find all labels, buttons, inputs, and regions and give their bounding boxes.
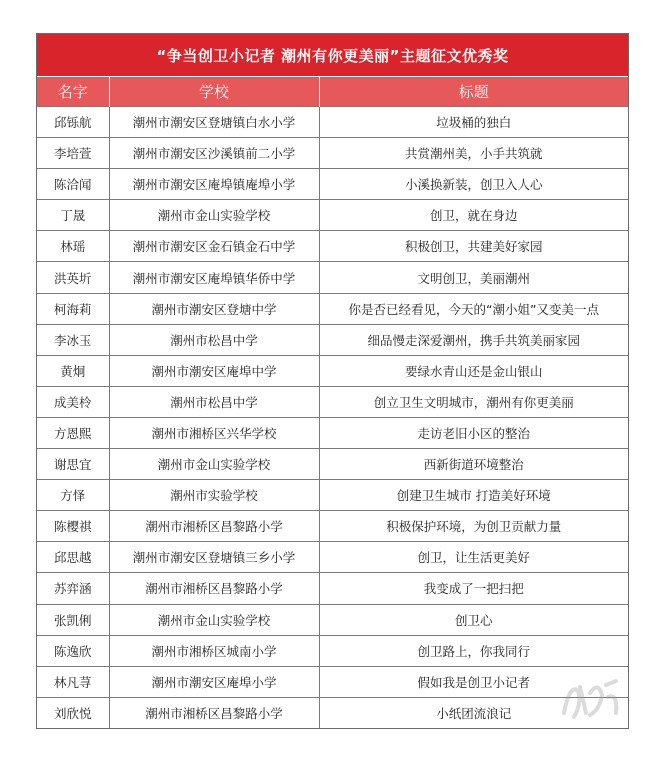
cell-name: 苏弈涵 xyxy=(37,573,109,604)
table-header xyxy=(37,77,628,107)
cell-title: 西新街道环境整治 xyxy=(319,449,628,480)
cell-name: 李培萱 xyxy=(37,138,109,169)
cell-school: 潮州市金山实验学校 xyxy=(109,604,319,635)
table-row xyxy=(37,138,628,169)
cell-title: 积极创卫，共建美好家园 xyxy=(319,231,628,262)
cell-name: 谢思宜 xyxy=(37,449,109,480)
cell-name: 方恩熙 xyxy=(37,417,109,448)
cell-school: 潮州市松昌中学 xyxy=(109,386,319,417)
cell-title: 文明创卫，美丽潮州 xyxy=(319,262,628,293)
cell-title: 创立卫生文明城市，潮州有你更美丽 xyxy=(319,386,628,417)
table-row xyxy=(37,480,628,511)
cell-name: 林瑶 xyxy=(37,231,109,262)
cell-title: 垃圾桶的独白 xyxy=(319,107,628,138)
cell-title: 细品慢走深爱潮州，携手共筑美丽家园 xyxy=(319,324,628,355)
column-header-title: 标题 xyxy=(319,77,628,107)
cell-title: 你是否已经看见，今天的“潮小姐”又变美一点 xyxy=(319,293,628,324)
table-row xyxy=(37,169,628,200)
cell-title: 创卫，让生活更美好 xyxy=(319,542,628,573)
table-row xyxy=(37,573,628,604)
cell-title: 共赏潮州美，小手共筑就 xyxy=(319,138,628,169)
cell-school: 潮州市潮安区沙溪镇前二小学 xyxy=(109,138,319,169)
cell-title: 创卫，就在身边 xyxy=(319,200,628,231)
cell-school: 潮州市湘桥区城南小学 xyxy=(109,635,319,666)
cell-school: 潮州市潮安区登塘镇白水小学 xyxy=(109,107,319,138)
cell-school: 潮州市湘桥区昌黎路小学 xyxy=(109,511,319,542)
cell-name: 林凡荨 xyxy=(37,666,109,697)
cell-school: 潮州市金山实验学校 xyxy=(109,200,319,231)
table-row xyxy=(37,604,628,635)
cell-school: 潮州市湘桥区兴华学校 xyxy=(109,417,319,448)
table-row xyxy=(37,200,628,231)
cell-school: 潮州市金山实验学校 xyxy=(109,449,319,480)
cell-name: 陈樱祺 xyxy=(37,511,109,542)
table-row xyxy=(37,386,628,417)
cell-school: 潮州市潮安区庵埠镇华侨中学 xyxy=(109,262,319,293)
cell-school: 潮州市潮安区金石镇金石中学 xyxy=(109,231,319,262)
column-header-name: 名字 xyxy=(37,77,109,107)
cell-name: 刘欣悦 xyxy=(37,697,109,728)
cell-name: 柯海莉 xyxy=(37,293,109,324)
cell-school: 潮州市松昌中学 xyxy=(109,324,319,355)
newspaper-watermark-logo xyxy=(556,673,626,725)
cell-title: 走访老旧小区的整治 xyxy=(319,417,628,448)
column-header-school: 学校 xyxy=(109,77,319,107)
cell-school: 潮州市潮安区庵埠小学 xyxy=(109,666,319,697)
cell-title: 假如我是创卫小记者 xyxy=(319,666,628,697)
table-row xyxy=(37,449,628,480)
cell-name: 丁晟 xyxy=(37,200,109,231)
cell-name: 成美柃 xyxy=(37,386,109,417)
cell-name: 陈逸欣 xyxy=(37,635,109,666)
table-row xyxy=(37,231,628,262)
cell-school: 潮州市湘桥区昌黎路小学 xyxy=(109,573,319,604)
table-row xyxy=(37,417,628,448)
cell-title: 小溪换新装，创卫入人心 xyxy=(319,169,628,200)
table-row xyxy=(37,355,628,386)
table-row xyxy=(37,107,628,138)
cell-school: 潮州市实验学校 xyxy=(109,480,319,511)
table-row xyxy=(37,666,628,697)
table-row xyxy=(37,697,628,728)
cell-title: 小纸团流浪记 xyxy=(319,697,628,728)
cell-title: 我变成了一把扫把 xyxy=(319,573,628,604)
table-body xyxy=(37,107,628,728)
cell-name: 黄炯 xyxy=(37,355,109,386)
cell-name: 邱思越 xyxy=(37,542,109,573)
table-row xyxy=(37,262,628,293)
award-table-sheet xyxy=(36,33,629,729)
cell-school: 潮州市潮安区庵埠镇庵埠小学 xyxy=(109,169,319,200)
cell-school: 潮州市潮安区登塘镇三乡小学 xyxy=(109,542,319,573)
cell-title: 积极保护环境，为创卫贡献力量 xyxy=(319,511,628,542)
cell-name: 方怿 xyxy=(37,480,109,511)
cell-school: 潮州市潮安区登塘中学 xyxy=(109,293,319,324)
table-row xyxy=(37,293,628,324)
cell-name: 陈洽闻 xyxy=(37,169,109,200)
cell-title: 创卫路上，你我同行 xyxy=(319,635,628,666)
cell-name: 洪英圻 xyxy=(37,262,109,293)
table-row xyxy=(37,324,628,355)
cell-title: 创卫心 xyxy=(319,604,628,635)
table-title: “争当创卫小记者 潮州有你更美丽”主题征文优秀奖 xyxy=(37,34,628,77)
cell-school: 潮州市湘桥区昌黎路小学 xyxy=(109,697,319,728)
cell-name: 李冰玉 xyxy=(37,324,109,355)
table-row xyxy=(37,635,628,666)
cell-name: 张凯俐 xyxy=(37,604,109,635)
cell-title: 要绿水青山还是金山银山 xyxy=(319,355,628,386)
table-row xyxy=(37,542,628,573)
award-table xyxy=(37,77,628,728)
cell-school: 潮州市潮安区庵埠中学 xyxy=(109,355,319,386)
table-row xyxy=(37,511,628,542)
cell-title: 创建卫生城市 打造美好环境 xyxy=(319,480,628,511)
cell-name: 邱铄航 xyxy=(37,107,109,138)
